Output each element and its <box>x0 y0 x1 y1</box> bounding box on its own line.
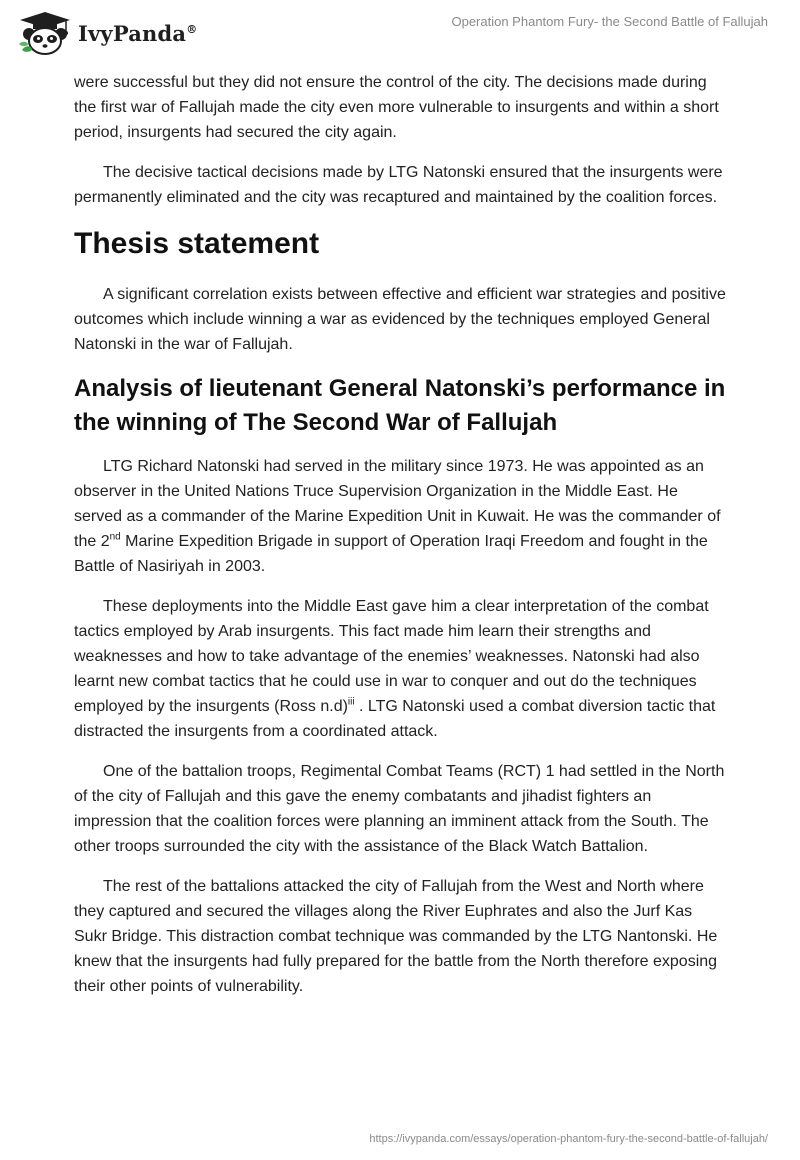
document-title: Operation Phantom Fury- the Second Battle of Fallujah <box>451 14 768 29</box>
paragraph-decisive-decisions: The decisive tactical decisions made by LTG Natonski ensured that the insurgents were permanently eliminated and the city was recaptured and maintained by the coalition forces. <box>74 164 723 206</box>
heading-thesis-statement: Thesis statement <box>74 227 320 260</box>
essay-body <box>74 70 726 1014</box>
paragraph-natonski-bio: LTG Richard Natonski had served in the military since 1973. He was appointed as an observer in the United Nations Truce Supervision Organization in the Middle East. He served as a commander of the Marine Expedition Unit in Kuwait. He was the commander of the 2nd Marine Expedition Brigade in support of Operation Iraqi Freedom and fought in the Battle of Nasiriyah in 2003. <box>74 458 721 575</box>
footnote-marker[interactable]: iii <box>347 696 355 708</box>
ordinal-superscript: nd <box>109 531 121 543</box>
paragraph-battalions: The rest of the battalions attacked the city of Fallujah from the West and North where they captured and secured the villages along the River Euphrates and also the Jurf Kas Sukr Bridge. This distraction combat technique was commanded by the LTG Nantonski. He knew that the insurgents had fully prepared for the battle from the North therefore exposing their other points of vulnerability. <box>74 878 718 995</box>
ivypanda-logo[interactable] <box>16 10 197 56</box>
paragraph-thesis: A significant correlation exists between effective and efficient war strategies and positive outcomes which include winning a war as evidenced by the techniques employed General Natonski in the war of Fallujah. <box>74 286 726 353</box>
paragraph-rct: One of the battalion troops, Regimental Combat Teams (RCT) 1 had settled in the North of the city of Fallujah and this gave the enemy combatants and jihadist fighters an impression that the coalition forces were planning an imminent attack from the South. The other troops surrounded the city with the assistance of the Black Watch Battalion. <box>74 763 725 855</box>
panda-graduate-icon <box>16 10 74 56</box>
logo-wordmark: IvyPanda® <box>78 20 198 46</box>
heading-analysis: Analysis of lieutenant General Natonski’s performance in the winning of The Second War of Fallujah <box>74 375 726 436</box>
source-url[interactable]: https://ivypanda.com/essays/operation-phantom-fury-the-second-battle-of-fallujah/ <box>369 1133 768 1145</box>
paragraph-intro-continued: were successful but they did not ensure the control of the city. The decisions made during the first war of Fallujah made the city even more vulnerable to insurgents and within a short period, insurgents had secured the city again. <box>74 74 719 141</box>
page-header <box>0 0 800 72</box>
paragraph-deployments: These deployments into the Middle East gave him a clear interpretation of the combat tactics employed by Arab insurgents. This fact made him learn their strengths and weaknesses and how to take advantage of the enemies’ weaknesses. Natonski had also learnt new combat tactics that he could use in war to conquer and out do the techniques employed by the insurgents (Ross n.d)$^{iii}$ . LTG Natonski used a combat diversion tactic that distracted the insurgents from a coordinated attack. <box>74 598 716 740</box>
